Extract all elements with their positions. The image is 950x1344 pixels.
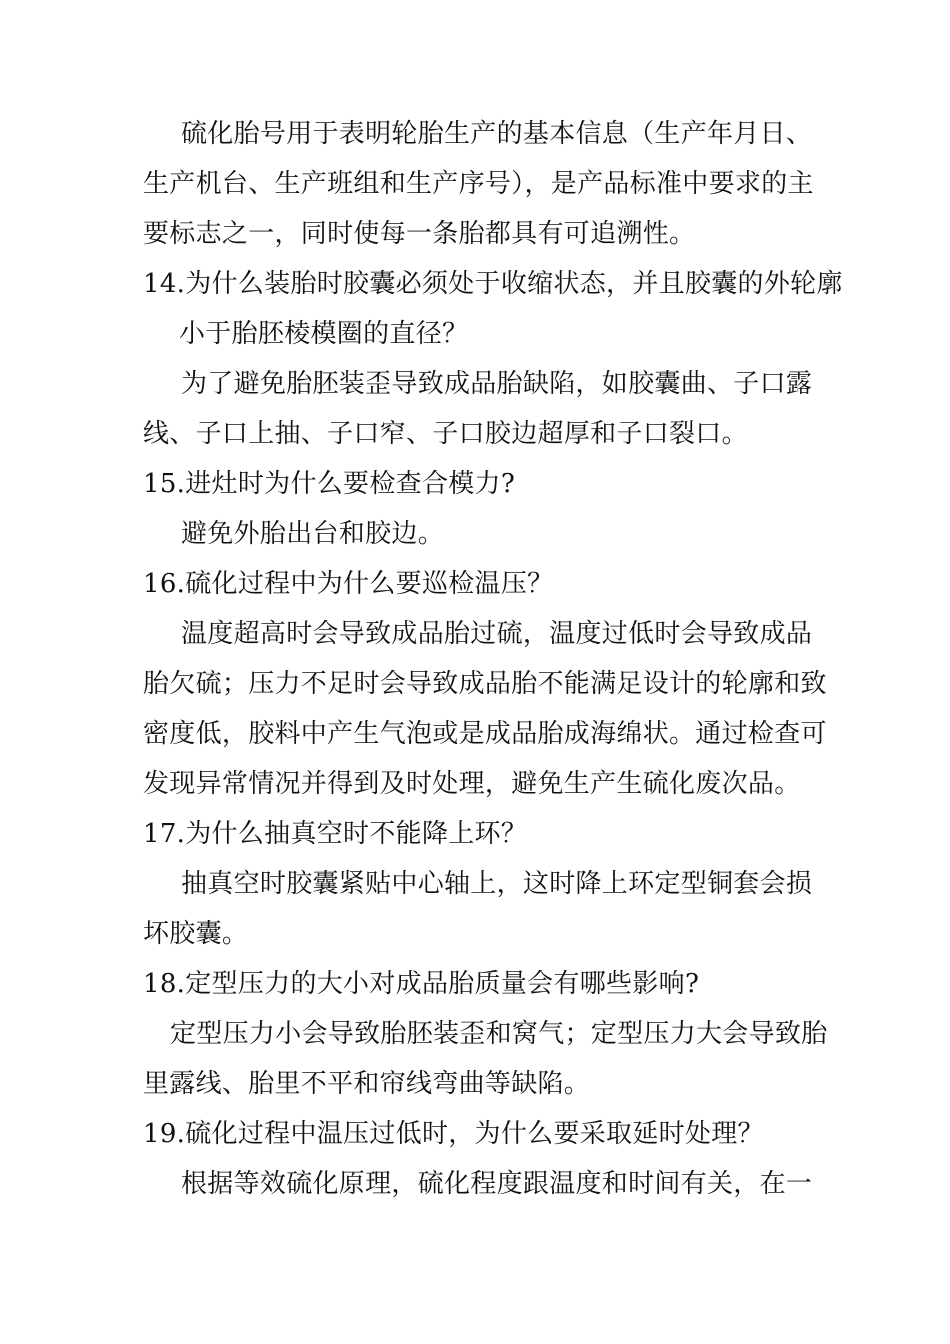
paragraph-line: 密度低，胶料中产生气泡或是成品胎成海绵状。通过检查可: [143, 719, 827, 749]
question-heading: 18.定型压力的大小对成品胎质量会有哪些影响?: [143, 969, 700, 999]
paragraph-line: 抽真空时胶囊紧贴中心轴上，这时降上环定型铜套会损: [181, 869, 813, 899]
paragraph-line: 线、子口上抽、子口窄、子口胶边超厚和子口裂口。: [143, 419, 748, 449]
paragraph-line: 发现异常情况并得到及时处理，避免生产生硫化废次品。: [143, 769, 801, 799]
paragraph-line: 定型压力小会导致胎胚装歪和窝气；定型压力大会导致胎: [170, 1019, 828, 1049]
paragraph-line: 根据等效硫化原理，硫化程度跟温度和时间有关，在一: [181, 1169, 813, 1199]
paragraph-line: 为了避免胎胚装歪导致成品胎缺陷，如胶囊曲、子口露: [181, 369, 813, 399]
paragraph-line: 温度超高时会导致成品胎过硫，温度过低时会导致成品: [181, 619, 813, 649]
paragraph-line: 坏胶囊。: [143, 919, 249, 949]
paragraph-line: 胎欠硫；压力不足时会导致成品胎不能满足设计的轮廓和致: [143, 669, 827, 699]
question-heading: 19.硫化过程中温压过低时，为什么要采取延时处理？: [143, 1119, 764, 1149]
paragraph-line: 要标志之一，同时使每一条胎都具有可追溯性。: [143, 219, 696, 249]
question-heading: 17.为什么抽真空时不能降上环？: [143, 819, 528, 849]
paragraph-line: 里露线、胎里不平和帘线弯曲等缺陷。: [143, 1069, 591, 1099]
question-heading: 14.为什么装胎时胶囊必须处于收缩状态，并且胶囊的外轮廓: [143, 269, 843, 299]
paragraph-line: 避免外胎出台和胶边。: [181, 519, 445, 549]
question-heading-continuation: 小于胎胚棱模圈的直径？: [179, 319, 469, 349]
question-heading: 15.进灶时为什么要检查合模力?: [143, 469, 516, 499]
paragraph-line: 生产机台、生产班组和生产序号），是产品标准中要求的主: [143, 169, 814, 199]
paragraph-line: 硫化胎号用于表明轮胎生产的基本信息（生产年月日、: [181, 119, 813, 149]
question-heading: 16.硫化过程中为什么要巡检温压？: [143, 569, 554, 599]
